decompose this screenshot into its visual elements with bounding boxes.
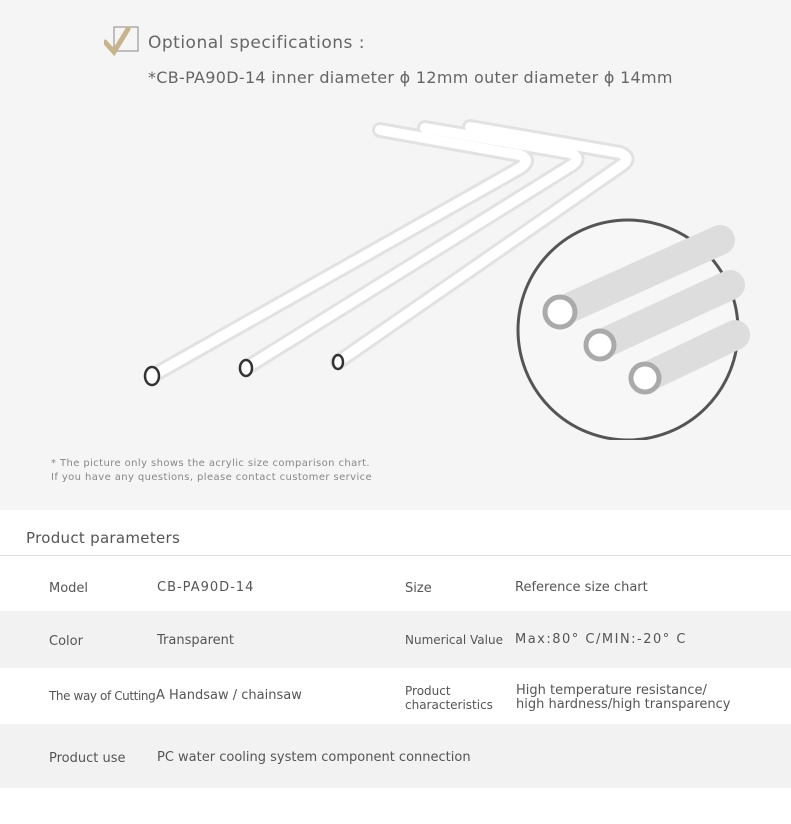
note-line-2: If you have any questions, please contact customer service: [51, 472, 373, 483]
param-label: characteristics: [405, 698, 493, 712]
optional-specs-detail: *CB-PA90D-14 inner diameter ϕ 12mm outer diameter ϕ 14mm: [148, 68, 673, 87]
param-label: The way of Cutting: [49, 689, 156, 703]
param-value: Reference size chart: [515, 580, 648, 595]
param-value: Transparent: [157, 633, 234, 648]
image-note: [51, 457, 372, 485]
product-parameters-title: Product parameters: [26, 529, 181, 547]
param-row-model: [0, 560, 791, 611]
param-label: Product use: [49, 751, 126, 766]
checkmark-icon: [104, 26, 140, 58]
param-label: Size: [405, 581, 432, 596]
param-value: PC water cooling system component connection: [157, 750, 471, 765]
param-value: A Handsaw / chainsaw: [156, 688, 302, 703]
optional-specs-title: Optional specifications :: [148, 33, 365, 53]
param-row-cutting: [0, 668, 791, 724]
acrylic-tubes-image: [0, 110, 791, 440]
param-row-use: [0, 724, 791, 788]
param-value: high hardness/high transparency: [516, 697, 731, 712]
divider: [0, 555, 791, 556]
param-row-color: [0, 611, 791, 668]
param-value: High temperature resistance/: [516, 683, 707, 698]
param-label: Model: [49, 581, 89, 596]
param-value: Max:80° C/MIN:-20° C: [515, 632, 687, 647]
note-line-1: * The picture only shows the acrylic size comparison chart.: [51, 458, 371, 469]
param-label: Numerical Value: [405, 633, 503, 647]
param-label: Product: [405, 684, 451, 698]
param-value: CB-PA90D-14: [157, 580, 255, 595]
param-label: Color: [49, 634, 83, 649]
